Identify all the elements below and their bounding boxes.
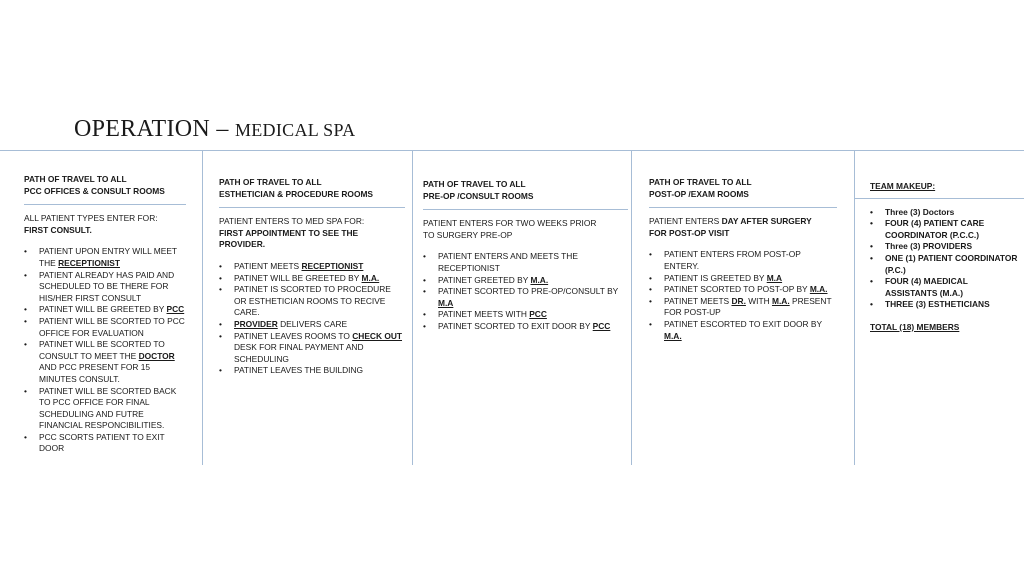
page-title [74,116,355,143]
column-heading-divider [423,209,628,210]
column-heading-divider [854,198,1024,199]
list-item: • THREE (3) ESTHETICIANS [885,299,1020,311]
column-heading: PATH OF TRAVEL TO ALL PRE-OP /CONSULT ROOMS [423,179,534,201]
column-intro: PATIENT ENTERS FOR TWO WEEKS PRIOR TO SURGERY PRE-OP [423,218,597,240]
column-intro: ALL PATIENT TYPES ENTER FOR: FIRST CONSULT. [24,213,158,235]
list-item: • PATIENT MEETS RECEPTIONIST [234,261,405,273]
list-item: • Three (3) PROVIDERS [885,241,1020,253]
title-subtitle: MEDICAL SPA [234,120,356,140]
column-pcc-offices [24,174,186,455]
header-divider [0,150,1024,151]
column-heading-divider [649,207,837,208]
column-divider [202,150,203,465]
column-heading: PATH OF TRAVEL TO ALL ESTHETICIAN & PROCEDURE ROOMS [219,177,374,199]
list-item: • FOUR (4) PATIENT CARE COORDINATOR (P.C.C.) [885,218,1020,241]
column-heading-divider [24,204,186,205]
list-item: • Three (3) Doctors [885,207,1020,219]
list-item: • PATINET IS SCORTED TO PROCEDURE OR ESTHETICIAN ROOMS TO RECIVE CARE. [234,284,405,319]
list-item: • PATINET MEETS DR. WITH M.A. PRESENT FOR POST-UP [664,296,837,319]
team-total: TOTAL (18) MEMBERS [870,321,960,332]
list-item: • PATINET WILL BE GREETED BY PCC [39,304,186,316]
list-item: • ONE (1) PATIENT COORDINATOR (P.C.) [885,253,1020,276]
list-item: • PATINET GREETED BY M.A. [438,275,628,287]
list-item: • PATINET WILL BE SCORTED TO CONSULT TO MEET THE DOCTOR AND PCC PRESENT FOR 15 MINUTES CONSULT. [39,339,186,385]
step-list [649,249,837,342]
list-item: • PATIENT IS GREETED BY M.A [664,273,837,285]
list-item: • PATINET SCORTED TO PRE-OP/CONSULT BY M.A [438,286,628,309]
column-divider [412,150,413,465]
column-heading: PATH OF TRAVEL TO ALL POST-OP /EXAM ROOMS [649,177,752,199]
list-item: • PATINET LEAVES THE BUILDING [234,365,405,377]
title-dash: – [210,116,235,142]
team-list [870,207,1020,311]
column-esthetician-rooms [219,177,405,377]
list-item: • PATIENT UPON ENTRY WILL MEET THE RECEPTIONIST [39,246,186,269]
column-team-makeup [870,181,1020,334]
list-item: • PATINET SCORTED TO POST-OP BY M.A. [664,284,837,296]
list-item: • PATINET LEAVES ROOMS TO CHECK OUT DESK FOR FINAL PAYMENT AND SCHEDULING [234,331,405,366]
list-item: • PATINET MEETS WITH PCC [438,309,628,321]
list-item: • PATIENT ALREADY HAS PAID AND SCHEDULED TO BE THERE FOR HIS/HER FIRST CONSULT [39,270,186,305]
step-list [24,246,186,455]
list-item: • FOUR (4) MAEDICAL ASSISTANTS (M.A.) [885,276,1020,299]
column-intro: PATIENT ENTERS TO MED SPA FOR: FIRST APPOINTMENT TO SEE THE PROVIDER. [219,216,365,250]
list-item: • PROVIDER DELIVERS CARE [234,319,405,331]
list-item: • PCC SCORTS PATIENT TO EXIT DOOR [39,432,186,455]
column-intro: PATIENT ENTERS DAY AFTER SURGERY FOR POST-OP VISIT [649,216,812,238]
column-postop-exam [649,177,837,342]
list-item: • PATIENT WILL BE SCORTED TO PCC OFFICE FOR EVALUATION [39,316,186,339]
step-list [219,261,405,377]
column-heading: TEAM MAKEUP: [870,181,936,191]
list-item: • PATINET ESCORTED TO EXIT DOOR BY M.A. [664,319,837,342]
list-item: • PATINET WILL BE GREETED BY M.A. [234,273,405,285]
list-item: • PATIENT ENTERS FROM POST-OP ENTERY. [664,249,837,272]
column-heading-divider [219,207,405,208]
column-preop-consult [423,179,628,333]
title-main: OPERATION [74,116,211,142]
list-item: • PATIENT ENTERS AND MEETS THE RECEPTIONIST [438,251,628,274]
step-list [423,251,628,332]
column-heading: PATH OF TRAVEL TO ALL PCC OFFICES & CONSULT ROOMS [24,174,165,196]
list-item: • PATINET SCORTED TO EXIT DOOR BY PCC [438,321,628,333]
list-item: • PATINET WILL BE SCORTED BACK TO PCC OFFICE FOR FINAL SCHEDULING AND FUTRE FINANCIAL RESPONCIBILITIES. [39,386,186,432]
column-divider [631,150,632,465]
